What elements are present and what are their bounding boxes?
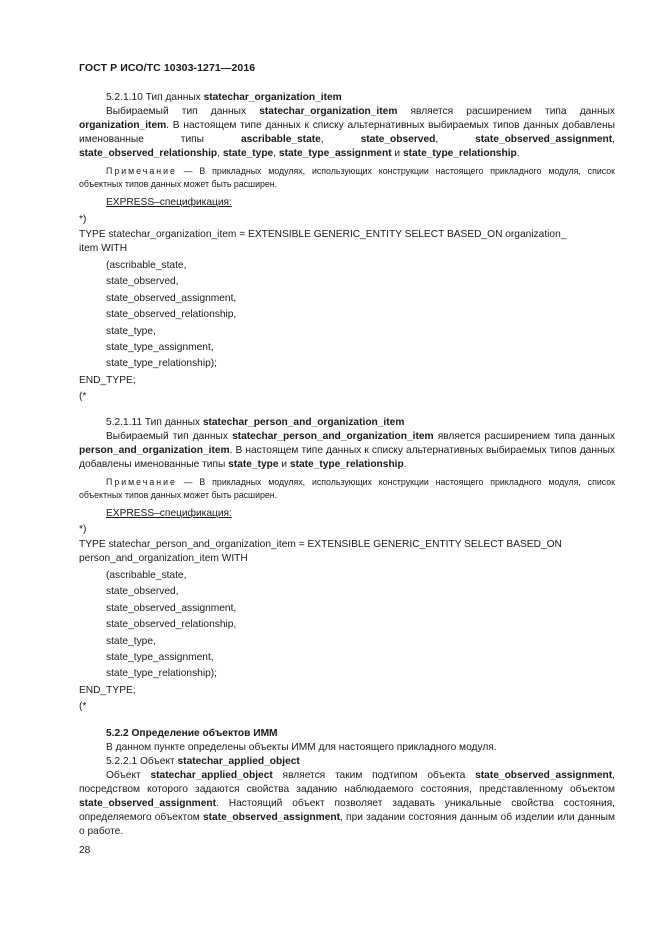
select-item: state_observed, [106, 586, 179, 597]
section-heading-5-2-2-1: 5.2.2.1 Объект statechar_applied_object [106, 756, 300, 767]
select-item: state_observed_assignment, [106, 293, 237, 304]
type-declaration: TYPE statechar_person_and_organization_item = EXTENSIBLE GENERIC_ENTITY SELECT BASED_ON [79, 539, 562, 550]
select-item: state_observed, [106, 276, 179, 287]
express-spec-label: EXPRESS–спецификация: [106, 508, 232, 519]
type-declaration: TYPE statechar_organization_item = EXTENSIBLE GENERIC_ENTITY SELECT BASED_ON organization_ [79, 229, 567, 240]
end-type: END_TYPE; [79, 375, 136, 386]
select-item: state_type, [106, 326, 156, 337]
note: Примечание — В прикладных модулях, использующих конструкции настоящего прикладного модуля, список объектных типов данных может быть расширен. [79, 166, 615, 189]
select-item: state_type_assignment, [106, 652, 214, 663]
page-number: 28 [79, 845, 91, 856]
select-item: (ascribable_state, [106, 570, 187, 581]
section-intro: В данном пункте определены объекты ИММ для настоящего прикладного модуля. [106, 742, 497, 753]
express-open: *) [79, 214, 87, 225]
section-heading-5-2-1-11: 5.2.1.11 Тип данных statechar_person_and_organization_item [106, 417, 405, 428]
express-close: (* [79, 391, 87, 402]
section-paragraph: Выбираемый тип данных statechar_person_and_organization_item является расширением типа данных person_and_organization_item. В настоящем типе данных к списку альтернативных выбираемых типов данных добавлены именованные типы state_type и state_type_relationship. [79, 431, 615, 470]
section-heading-5-2-1-10: 5.2.1.10 Тип данных statechar_organization_item [106, 92, 342, 103]
select-item: state_observed_assignment, [106, 603, 237, 614]
express-spec-label: EXPRESS–спецификация: [106, 197, 232, 208]
section-paragraph: Выбираемый тип данных statechar_organization_item является расширением типа данных organization_item. В настоящем типе данных к списку альтернативных выбираемых типов данных добавлены именованные типы ascribable_state, state_observed, state_observed_assignment, state_observed_relationship, state_type, state_type_assignment и state_type_relationship. [79, 106, 615, 159]
type-declaration-cont: item WITH [79, 243, 128, 254]
type-declaration-cont: person_and_organization_item WITH [79, 553, 248, 564]
express-open: *) [79, 524, 87, 535]
end-type: END_TYPE; [79, 685, 136, 696]
select-item: state_observed_relationship, [106, 309, 237, 320]
select-item: state_type_assignment, [106, 342, 214, 353]
select-item: state_type_relationship); [106, 668, 217, 679]
select-item: state_type, [106, 636, 156, 647]
page-header: ГОСТ Р ИСО/ТС 10303-1271—2016 [79, 62, 256, 74]
select-item: state_observed_relationship, [106, 619, 237, 630]
select-item: state_type_relationship); [106, 358, 217, 369]
note: Примечание — В прикладных модулях, использующих конструкции настоящего прикладного модуля, список объектных типов данных может быть расширен. [79, 477, 615, 500]
select-item: (ascribable_state, [106, 260, 187, 271]
section-paragraph: Объект statechar_applied_object является таким подтипом объекта state_observed_assignment, посредством которого задаются свойства заданию наблюдаемого состояния, представленному объектом state_observed_assignment. Настоящий объект позволяет задавать уникальные свойства состояния, определяемого объектом state_observed_assignment, при задании состояния данным об изделии или данным о работе. [79, 770, 615, 837]
section-heading-5-2-2: 5.2.2 Определение объектов ИММ [106, 728, 278, 739]
express-close: (* [79, 701, 87, 712]
